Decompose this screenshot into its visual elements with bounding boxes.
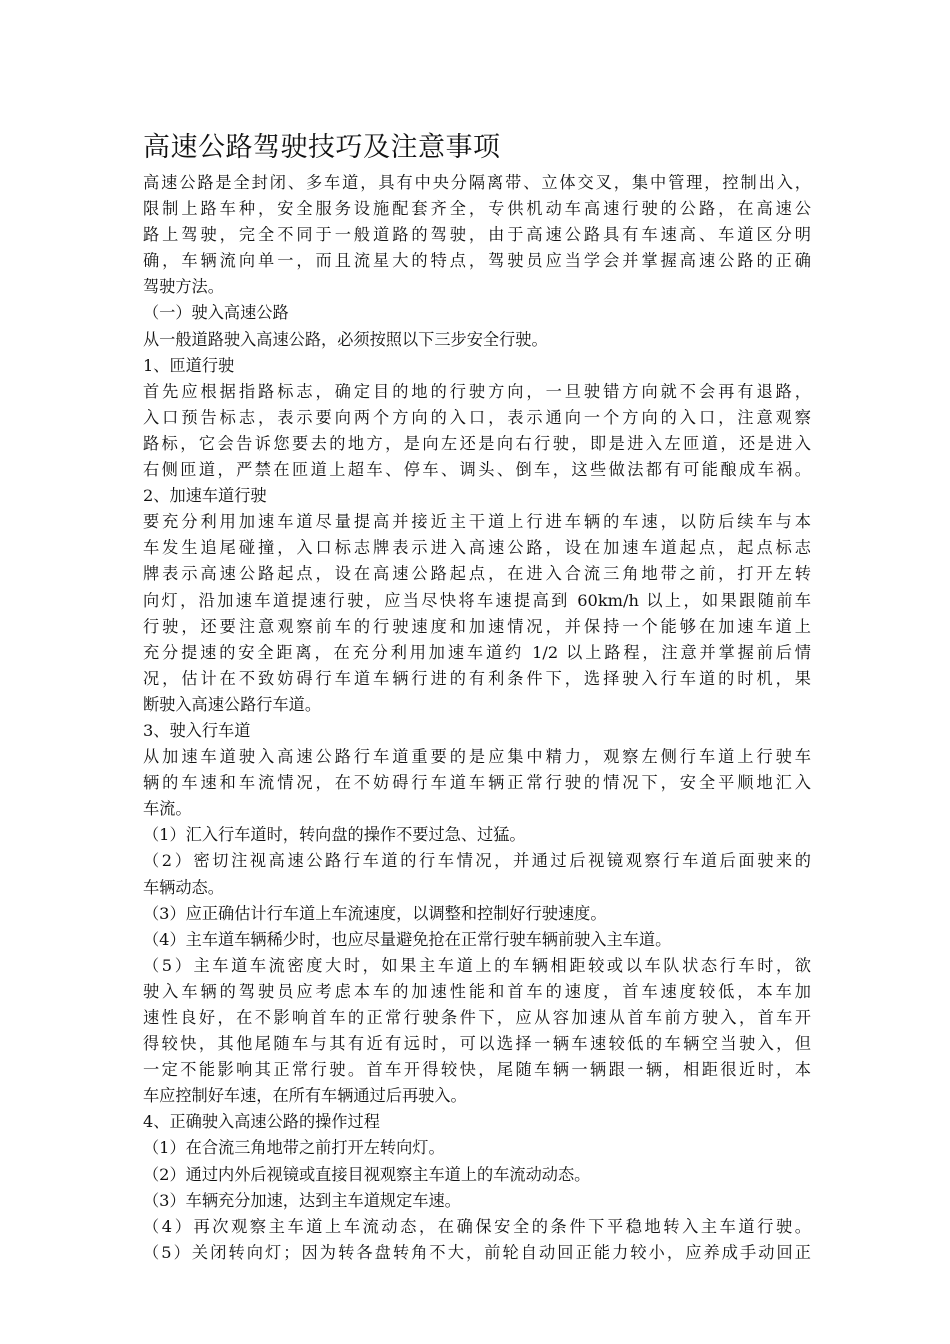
text-line: 4、正确驶入高速公路的操作过程: [143, 1112, 380, 1132]
text-line: 从加速车道驶入高速公路行车道重要的是应集中精力，观察左侧行车道上行驶车: [143, 747, 811, 767]
text-line: 限制上路车种，安全服务设施配套齐全，专供机动车高速行驶的公路，在高速公: [143, 199, 811, 219]
text-line: 驶入车辆的驾驶员应考虑本车的加速性能和首车的速度，首车速度较低，本车加: [143, 981, 811, 1001]
text-line: 驾驶方法。: [143, 277, 224, 297]
text-line: 速性良好，在不影响首车的正常行驶条件下，应从容加速从首车前方驶入，首车开: [143, 1008, 811, 1027]
text-line: 况，估计在不致妨碍行车道车辆行进的有利条件下，选择驶入行车道的时机，果: [143, 668, 811, 688]
text-line: 充分提速的安全距离，在充分利用加速车道约 1/2 以上路程，注意并掌握前后情: [143, 642, 811, 662]
text-line: 车发生追尾碰撞，入口标志牌表示进入高速公路，设在加速车道起点，起点标志: [143, 538, 811, 558]
text-line: 路标，它会告诉您要去的地方，是向左还是向右行驶，即是进入左匝道，还是进入: [143, 433, 811, 453]
text-line: 一定不能影响其正常行驶。首车开得较快，尾随车辆一辆跟一辆，相距很近时，本: [143, 1060, 811, 1080]
text-line: 右侧匝道，严禁在匝道上超车、停车、调头、倒车，这些做法都有可能酿成车祸。: [143, 460, 811, 480]
document-title: 高速公路驾驶技巧及注意事项: [143, 132, 501, 163]
text-line: 牌表示高速公路起点，设在高速公路起点，在进入合流三角地带之前，打开左转: [143, 564, 811, 584]
text-line: （4）再次观察主车道上车流动态，在确保安全的条件下平稳地转入主车道行驶。: [143, 1216, 811, 1236]
text-line: （3）应正确估计行车道上车流速度，以调整和控制好行驶速度。: [143, 903, 607, 923]
text-line: （5）主车道车流密度大时，如果主车道上的车辆相距较或以车队状态行车时，欲: [143, 955, 811, 975]
document-page: [143, 128, 811, 1266]
document-body: [143, 170, 811, 1266]
text-line: （5）关闭转向灯；因为转各盘转角不大，前轮自动回正能力较小，应养成手动回正: [143, 1242, 811, 1262]
text-line: （4）主车道车辆稀少时，也应尽量避免抢在正常行驶车辆前驶入主车道。: [143, 929, 672, 949]
text-line: 向灯，沿加速车道提速行驶，应当尽快将车速提高到 60km/h 以上，如果跟随前车: [143, 590, 811, 610]
text-line: 车应控制好车速，在所有车辆通过后再驶入。: [143, 1086, 467, 1106]
text-line: 路上驾驶，完全不同于一般道路的驾驶，由于高速公路具有车速高、车道区分明: [143, 225, 811, 245]
text-line: （2）通过内外后视镜或直接目视观察主车道上的车流动动态。: [143, 1164, 591, 1184]
text-line: 行驶，还要注意观察前车的行驶速度和加速情况，并保持一个能够在加速车道上: [143, 616, 811, 636]
text-line: （一）驶入高速公路: [143, 303, 289, 323]
text-line: 确，车辆流向单一，而且流星大的特点，驾驶员应当学会并掌握高速公路的正确: [143, 251, 811, 271]
text-line: （1）在合流三角地带之前打开左转向灯。: [143, 1138, 445, 1158]
text-line: 高速公路是全封闭、多车道，具有中央分隔离带、立体交叉，集中管理，控制出入，: [143, 173, 811, 192]
text-line: 2、加速车道行驶: [143, 486, 267, 506]
text-line: 车流。: [143, 799, 192, 819]
text-line: 从一般道路驶入高速公路，必须按照以下三步安全行驶。: [143, 329, 548, 349]
text-line: （3）车辆充分加速，达到主车道规定车速。: [143, 1190, 461, 1210]
text-line: 入口预告标志，表示要向两个方向的入口，表示通向一个方向的入口，注意观察: [143, 407, 811, 427]
text-line: 得较快，其他尾随车与其有近有远时，可以选择一辆车速较低的车辆空当驶入，但: [143, 1034, 811, 1054]
text-line: 要充分利用加速车道尽量提高并接近主干道上行进车辆的车速，以防后续车与本: [143, 512, 811, 532]
text-line: 断驶入高速公路行车道。: [143, 694, 322, 714]
text-line: 辆的车速和车流情况，在不妨碍行车道车辆正常行驶的情况下，安全平顺地汇入: [143, 773, 811, 793]
text-line: 车辆动态。: [143, 877, 224, 897]
text-line: （2）密切注视高速公路行车道的行车情况，并通过后视镜观察行车道后面驶来的: [143, 851, 811, 871]
text-line: 首先应根据指路标志，确定目的地的行驶方向，一旦驶错方向就不会再有退路，: [143, 381, 811, 401]
text-line: 3、驶入行车道: [143, 720, 251, 740]
text-line: （1）汇入行车道时，转向盘的操作不要过急、过猛。: [143, 825, 526, 845]
text-line: 1、匝道行驶: [143, 355, 235, 375]
